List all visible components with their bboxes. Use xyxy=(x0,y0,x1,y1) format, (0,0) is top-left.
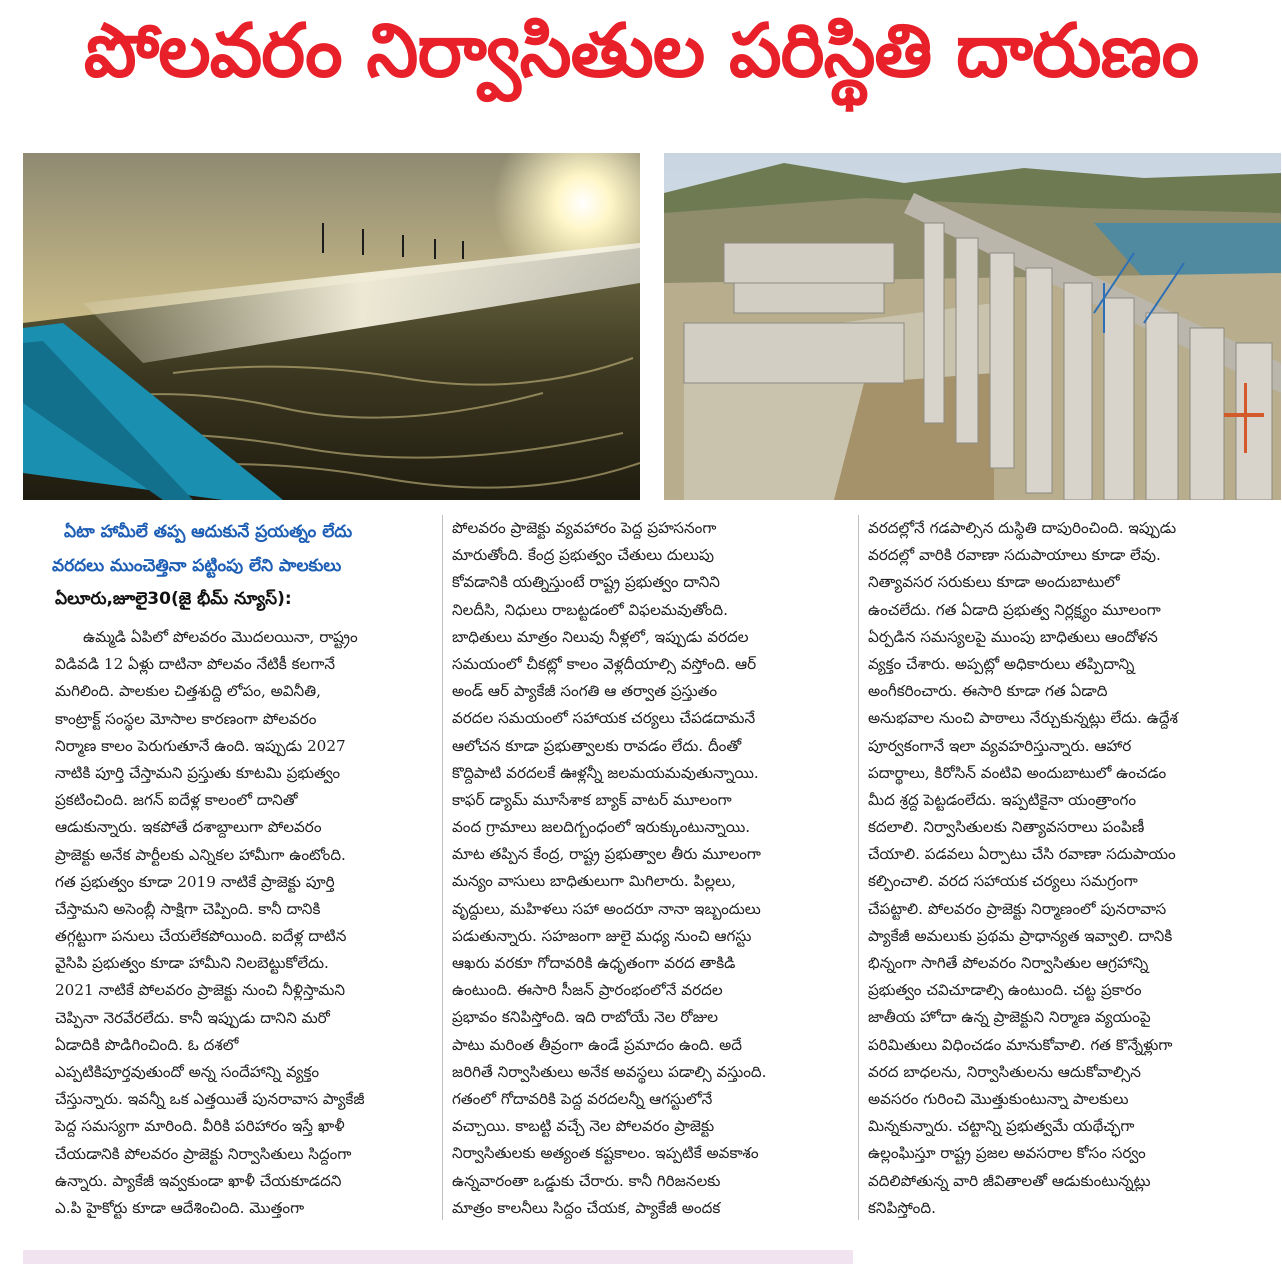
article-line: పరిమితులు విధించడం మానుకోవాలి. గత కొన్నేళ్లుగా xyxy=(868,1035,1173,1054)
article-line: జాతీయ హోదా ఉన్న ప్రాజెక్టుని నిర్మాణ వ్యయంపై xyxy=(868,1008,1151,1027)
article-line: పూర్వకంగానే ఇలా వ్యవహరిస్తున్నారు. ఆహార xyxy=(868,736,1132,755)
article-line: మన్యం వాసులు బాధితులుగా మిగిలారు. పిల్లలు, xyxy=(452,872,736,891)
article-line: వరద బాధలను, నిర్వాసితులను ఆదుకోవాల్సిన xyxy=(868,1062,1141,1081)
article-line: వరదల్లో వారికి రవాణా సదుపాయాలు కూడా లేవు. xyxy=(868,546,1161,565)
article-line: వృద్దులు, మహిళలు సహా అందరూ నానా ఇబ్బందులు xyxy=(452,899,761,918)
article-line: చెప్పినా నెరవేరలేదు. కానీ ఇప్పుడు దానిని మరో xyxy=(55,1008,330,1027)
article-line: మిన్నకున్నారు. చట్టాన్ని ప్రభుత్వమే యథేచ్ఛగా xyxy=(868,1117,1135,1136)
article-line: కదలాలి. నిర్వాసితులకు నిత్యావసరాలు పంపిణీ xyxy=(868,818,1145,837)
column-divider xyxy=(442,515,443,1220)
article-line: సమయంలో చీకట్లో కాలం వెళ్లదీయాల్సి వస్తోంది. ఆర్ xyxy=(452,654,757,673)
article-line: పదార్థాలు, కిరోసిన్ వంటివి అందుబాటులో ఉంచడం xyxy=(868,763,1167,782)
article-line: ఏడాదికి పొడిగించింది. ఓ దశలో xyxy=(55,1035,239,1054)
article-line: నిత్యావసర సరుకులు కూడా అందుబాటులో xyxy=(868,573,1120,592)
subheadline-1: ఏటా హామీలే తప్ప ఆదుకునే ప్రయత్నం లేదు xyxy=(64,522,353,542)
photo-river-sunset xyxy=(23,153,640,500)
subheadline-2: వరదలు ముంచెత్తినా పట్టింపు లేని పాలకులు xyxy=(52,556,342,576)
article-line: ఆలోచన కూడా ప్రభుత్వాలకు రావడం లేదు. దీంతో xyxy=(452,736,742,755)
article-line: ప్రకటించింది. జగన్ ఐదేళ్ల కాలంలో దానితో xyxy=(55,791,298,810)
article-line: చేపట్టాలి. పోలవరం ప్రాజెక్టు నిర్మాణంలో పునరావాస xyxy=(868,899,1167,918)
article-line: వైసిపి ప్రభుత్వం కూడా హామీని నిలబెట్టుకోలేదు. xyxy=(55,954,329,973)
headline: పోలవరం నిర్వాసితుల పరిస్థితి దారుణం xyxy=(83,8,1199,94)
article-line: ఆఖరు వరకూ గోదావరికి ఉధృతంగా వరద తాకిడి xyxy=(452,954,736,972)
article-line: గతంలో గోదావరికి పెద్ద వరదలన్నీ ఆగస్టులోనే xyxy=(452,1089,713,1108)
article-line: చేయడానికి పోలవరం ప్రాజెక్టు నిర్వాసితులు సిద్దంగా xyxy=(55,1144,352,1163)
article-line: ప్రభావం కనిపిస్తోంది. ఇది రాబోయే నెల రోజుల xyxy=(452,1008,719,1027)
article-line: నిర్మాణ కాలం పెరుగుతూనే ఉంది. ఇప్పుడు 2027 xyxy=(55,736,346,755)
article-line: ఎప్పటికిపూర్తవుతుందో అన్న సందేహాన్ని వ్యక్తం xyxy=(55,1063,320,1081)
photo-spillway-aerial xyxy=(664,153,1281,500)
article-line: ప్రభుత్వం చవిచూడాల్సి ఉంటుంది. చట్ట ప్రకారం xyxy=(868,981,1142,1000)
article-line: ఉల్లంఘిస్తూ రాష్ట్ర ప్రజల అవసరాల కోసం సర్వం xyxy=(868,1144,1146,1163)
article-column-2 xyxy=(452,515,842,1222)
article-line: ఉంటుంది. ఈసారి సీజన్ ప్రారంభంలోనే వరదల xyxy=(452,981,723,1000)
article-line: నాటికి పూర్తి చేస్తామని ప్రస్తుతు కూటమి ప్రభుత్వం xyxy=(55,763,341,782)
article-line: వచ్చాయి. కాబట్టి వచ్చే నెల పోలవరం ప్రాజెక్టు xyxy=(452,1117,715,1136)
article-line: చేస్తున్నారు. ఇవన్నీ ఒక ఎత్తయితే పునరావాస ప్యాకేజీ xyxy=(55,1090,365,1109)
article-line: కోవడానికి యత్నిస్తుంటే రాష్ట్ర ప్రభుత్వం దానిని xyxy=(452,573,720,592)
article-line: ఏర్పడిన సమస్యలపై ముంపు బాధితులు ఆందోళన xyxy=(868,627,1158,646)
article-line: చేయాలి. పడవలు ఏర్పాటు చేసి రవాణా సదుపాయం xyxy=(868,845,1176,864)
article-line: ఆడుకున్నారు. ఇకపోతే దశాబ్దాలుగా పోలవరం xyxy=(55,818,322,837)
article-line: పోలవరం ప్రాజెక్టు వ్యవహారం పెద్ద ప్రహసనంగా xyxy=(452,519,717,537)
footer-band xyxy=(23,1250,853,1264)
article-line: భిన్నంగా సాగితే పోలవరం నిర్వాసితుల ఆగ్రహాన్ని xyxy=(868,954,1149,972)
article-column-1 xyxy=(55,624,435,1222)
spillway-aerial-image xyxy=(664,153,1281,500)
article-line: పాటు మరింత తీవ్రంగా ఉండే ప్రమాదం ఉంది. అదే xyxy=(452,1035,743,1054)
river-sunset-image xyxy=(23,153,640,500)
article-line: నిలదీసి, నిధులు రాబట్టడంలో విఫలమవుతోంది. xyxy=(452,600,728,619)
article-line: మాత్రం కాలనీలు సిద్దం చేయక, ప్యాకేజీ అందక xyxy=(452,1198,721,1217)
article-line: అండ్ ఆర్ ప్యాకేజీ సంగతి ఆ తర్వాత ప్రస్తుతం xyxy=(452,682,718,701)
article-line: బాధితులు మాత్రం నిలువు నీళ్లలో, ఇప్పుడు వరదల xyxy=(452,627,749,646)
article-line: ఉమ్మడి ఏపిలో పోలవరం మొదలయినా, రాష్ట్రం xyxy=(83,628,358,646)
article-line: ఎ.పి హైకోర్టు కూడా ఆదేశించింది. మొత్తంగా xyxy=(55,1198,305,1217)
article-line: పడుతున్నారు. సహజంగా జులై మధ్య నుంచి ఆగస్టు xyxy=(452,926,752,945)
article-line: కనిపిస్తోంది. xyxy=(868,1198,936,1217)
article-line: వరదల్లోనే గడపాల్సిన దుస్థితి దాపురించింది. ఇప్పుడు xyxy=(868,519,1177,537)
article-line: కాఫర్ డ్యామ్ మూసేశాక బ్యాక్ వాటర్ మూలంగా xyxy=(452,790,732,809)
article-line: 2021 నాటికే పోలవరం ప్రాజెక్టు నుంచి నీళ్లిస్తామని xyxy=(55,981,345,1000)
article-line: ప్రాజెక్టు అనేక పార్టీలకు ఎన్నికల హామీగా ఉంటోంది. xyxy=(55,845,346,864)
article-line: ఉన్నవారంతా ఒడ్డుకు చేరారు. కానీ గిరిజనలకు xyxy=(452,1171,721,1190)
article-line: వదిలిపోతున్న వారి జీవితాలతో ఆడుకుంటున్నట్లు xyxy=(868,1171,1151,1190)
column-divider xyxy=(858,515,859,1220)
article-line: వ్యక్తం చేశారు. అప్పట్లో అధికారులు తప్పిదాన్ని xyxy=(868,654,1135,673)
article-line: అవసరం గురించి మొత్తుకుంటున్నా పాలకులు xyxy=(868,1089,1129,1108)
article-line: మీద శ్రద్ద పెట్టడంలేదు. ఇప్పటికైనా యంత్రాంగం xyxy=(868,790,1137,809)
article-line: కాంట్రాక్ట్ సంస్థల మోసాల కారణంగా పోలవరం xyxy=(55,709,317,728)
dateline: ఏలూరు,జూలై30(జై భీమ్ న్యూస్): xyxy=(55,589,292,609)
article-line: పెద్ద సమస్యగా మారింది. వీరికి పరిహారం ఇస్తే ఖాళీ xyxy=(55,1117,345,1136)
article-line: వరదల సమయంలో సహాయక చర్యలు చేపడదామనే xyxy=(452,709,756,728)
article-line: అనుభవాల నుంచి పాఠాలు నేర్చుకున్నట్లు లేదు. ఉద్దేశ xyxy=(868,709,1178,728)
article-line: తగ్గట్టుగా పనులు చేయలేకపోయింది. ఐదేళ్ల దాటిన xyxy=(55,927,347,946)
article-line: నిర్వాసితులకు అత్యంత కష్టకాలం. ఇప్పటికే అవకాశం xyxy=(452,1144,759,1163)
article-line: కొద్దిపాటి వరదలకే ఊళ్లన్నీ జలమయమవుతున్నాయి. xyxy=(452,763,759,782)
article-line: కల్పించాలి. వరద సహాయక చర్యలు సమగ్రంగా xyxy=(868,872,1138,891)
article-line: జరిగితే నిర్వాసితులు అనేక అవస్థలు పడాల్సి వస్తుంది. xyxy=(452,1062,767,1081)
article-line: ప్యాకేజీ అమలుకు ప్రథమ ప్రాధాన్యత ఇవ్వాలి. దానికి xyxy=(868,926,1173,945)
article-line: మాట తప్పిన కేంద్ర, రాష్ట్ర ప్రభుత్వాల తీరు మూలంగా xyxy=(452,845,761,864)
article-line: మారుతోంది. కేంద్ర ప్రభుత్వం చేతులు దులుపు xyxy=(452,546,715,565)
article-line: గత ప్రభుత్వం కూడా 2019 నాటికే ప్రాజెక్టు పూర్తి xyxy=(55,872,335,891)
article-line: ఉంచలేదు. గత ఏడాది ప్రభుత్వ నిర్లక్ష్యం మూలంగా xyxy=(868,600,1161,619)
article-line: అంగీకరించారు. ఈసారి కూడా గత ఏడాది xyxy=(868,682,1108,701)
article-line: విడివడి 12 ఏళ్లు దాటినా పోలవం నేటికీ కలగానే xyxy=(55,655,335,674)
article-line: ఉన్నారు. ప్యాకేజీ ఇవ్వకుండా ఖాళీ చేయకూడదని xyxy=(55,1171,342,1190)
article-line: వంద గ్రామాలు జలదిగ్బంధంలో ఇరుక్కుంటున్నాయి. xyxy=(452,818,751,837)
article-line: చేస్తామని అసెంబ్లీ సాక్షిగా చెప్పింది. కానీ దానికి xyxy=(55,899,321,918)
article-line: మగిలింది. పాలకుల చిత్తశుద్ది లోపం, అవినీతి, xyxy=(55,682,321,701)
article-column-3 xyxy=(868,515,1268,1222)
